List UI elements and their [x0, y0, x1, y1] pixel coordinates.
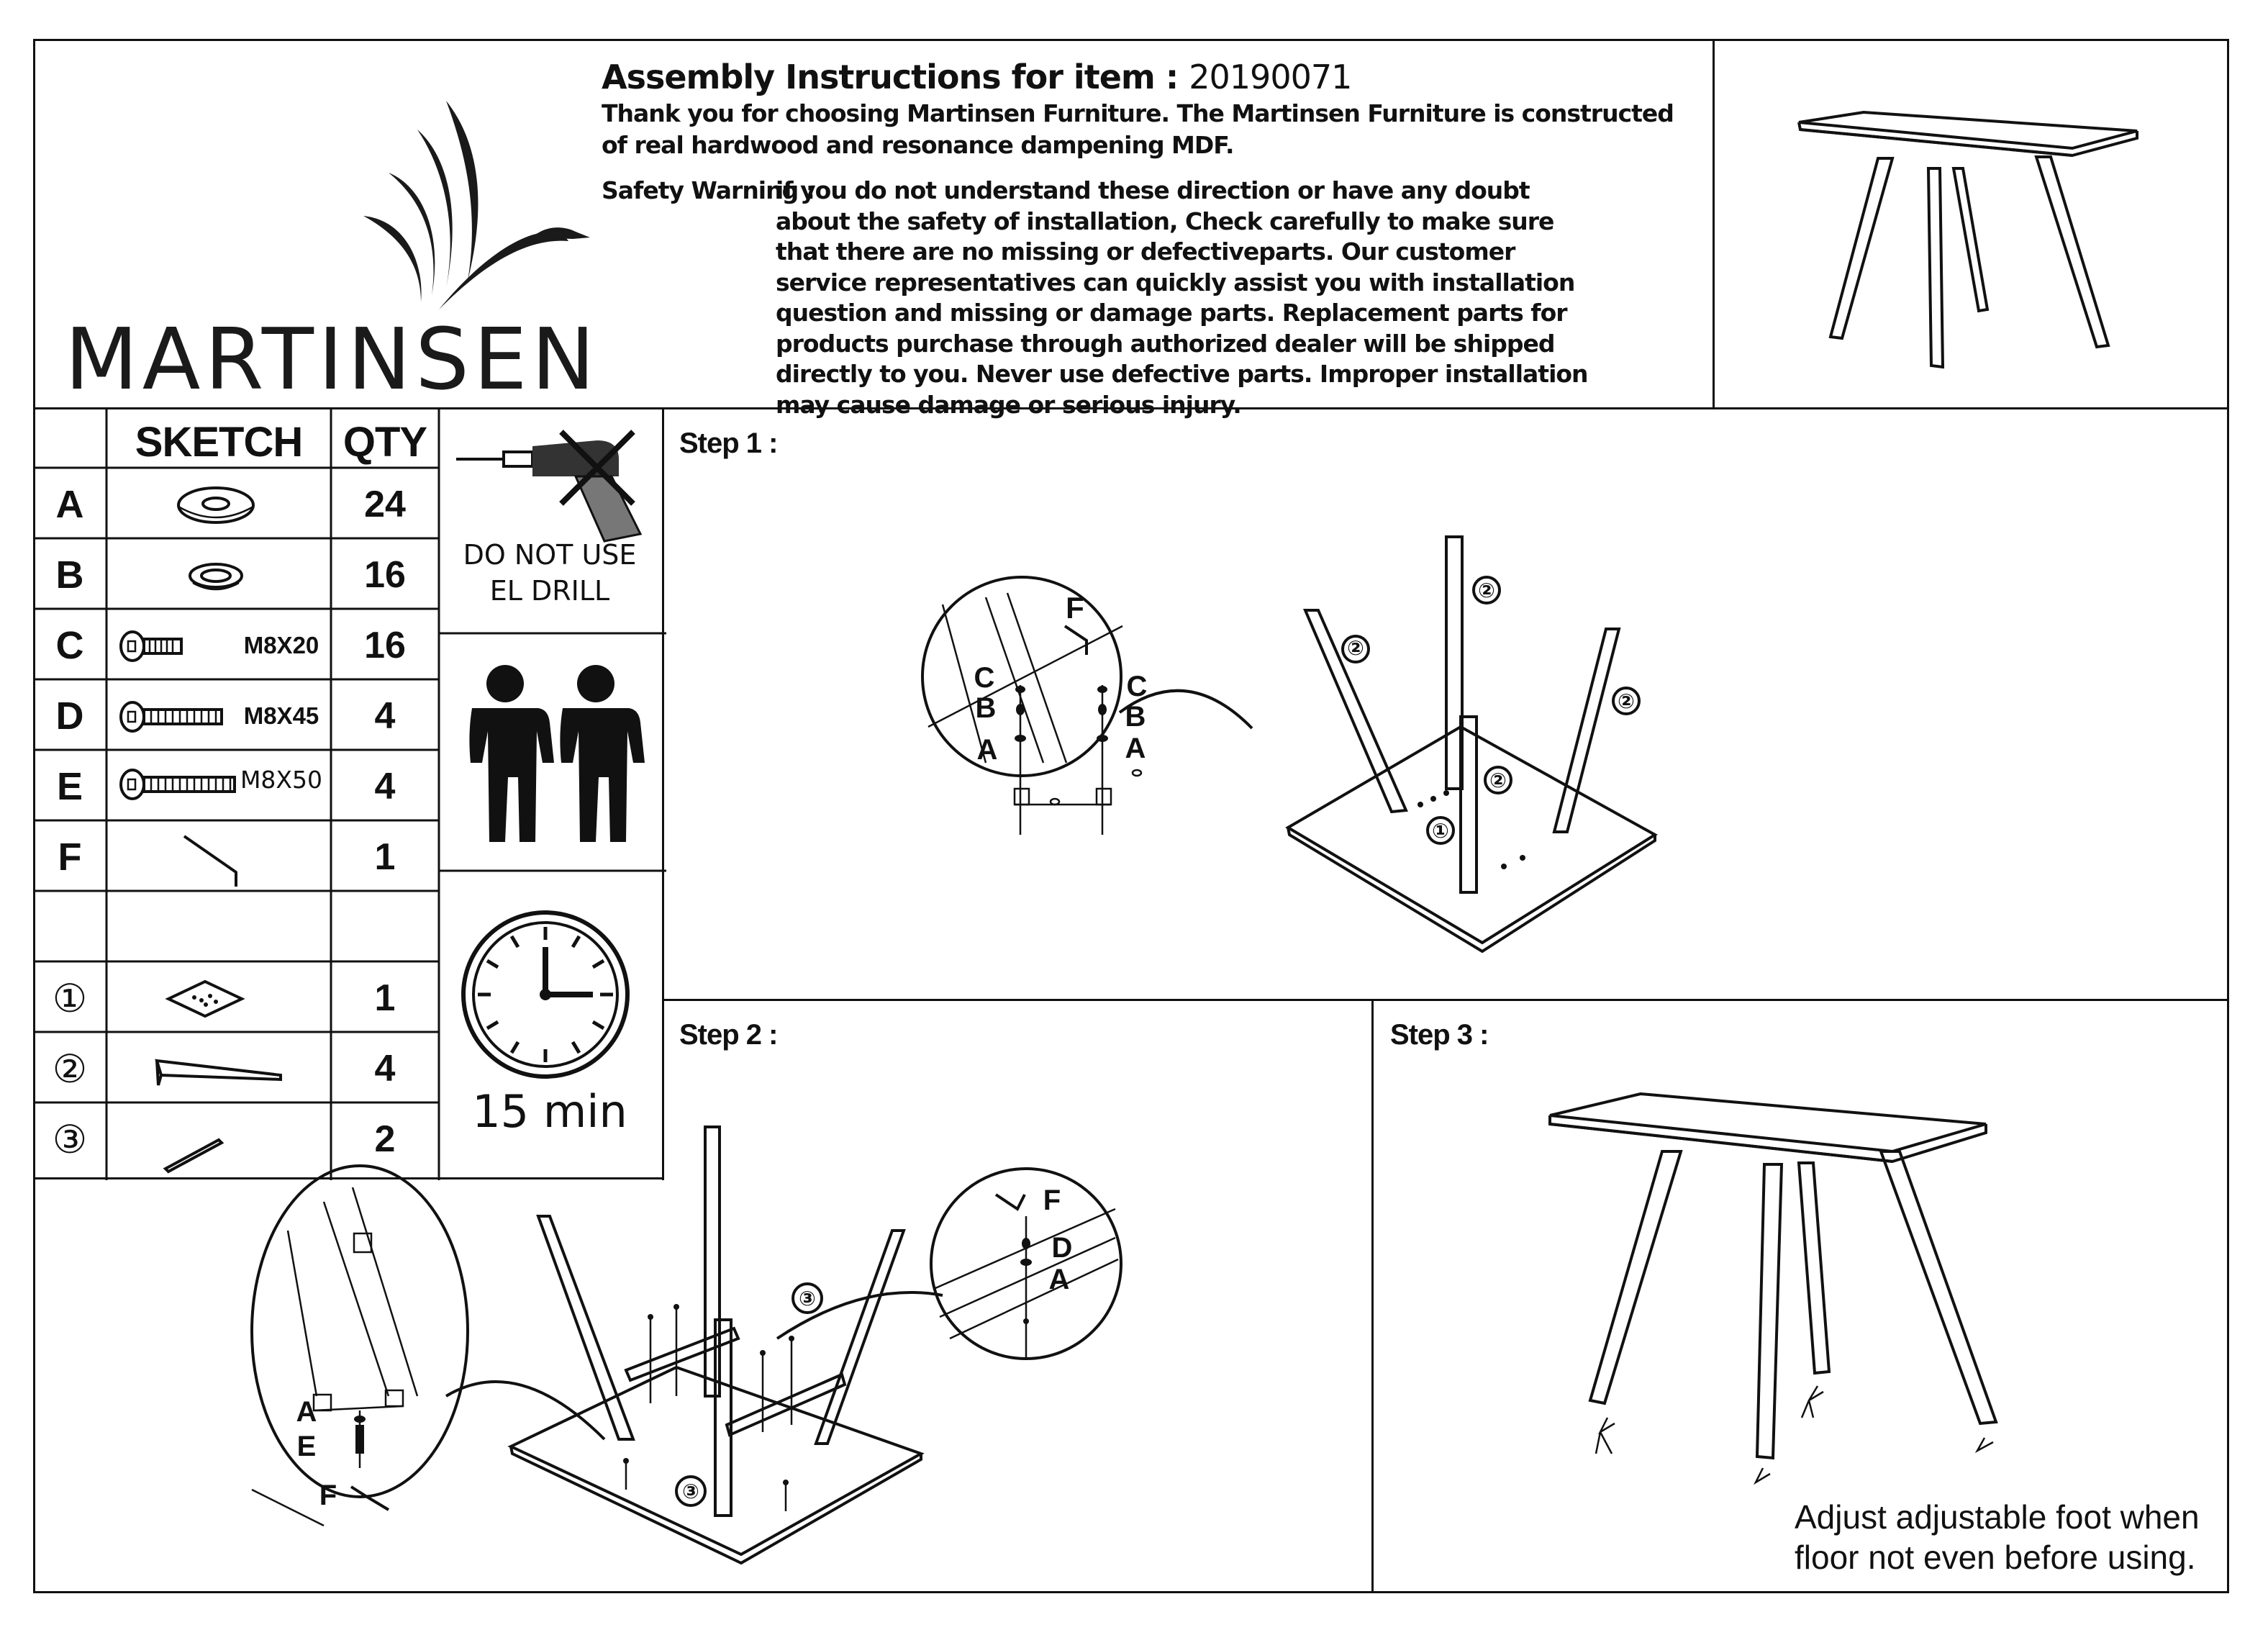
safety-warning-label: Safety Warning :	[602, 176, 815, 204]
step1-part-2-a: ②	[1347, 635, 1364, 660]
bolt-icon-e	[118, 767, 240, 802]
brand-name: MARTINSEN	[65, 309, 599, 409]
leg-icon	[151, 1051, 288, 1094]
bolt-icon-d	[118, 699, 226, 734]
part-id-a: A	[55, 483, 84, 526]
step1-part-2-b: ②	[1478, 578, 1495, 602]
step2-part-3-b: ③	[682, 1479, 699, 1503]
part-id-c: C	[55, 624, 84, 667]
spring-washer-icon	[180, 556, 252, 599]
no-drill-line1: DO NOT USE	[463, 539, 637, 571]
step1-label-a-right: A	[1125, 732, 1146, 764]
part-id-d: D	[55, 694, 84, 738]
safety-warning-text: if you do not understand these direction or have any doubt about the safety of installation, Check carefully to make sure that there are no missing or defectiveparts. Our customer service representatives can quickly assist you with installation question and missing or damage parts. Replacement parts for products purchase through authorized dealer will be shipped directly to you. Never use defective parts. Improper installation may cause damage or serious injury.	[776, 176, 1588, 419]
two-people-icon	[458, 662, 645, 842]
part-size-d: M8X45	[243, 702, 319, 729]
step3-note-line2: floor not even before using.	[1795, 1539, 2196, 1576]
step2-label-a: A	[296, 1395, 317, 1428]
step1-label-f: F	[1066, 591, 1084, 625]
step1-illustration	[914, 533, 1677, 957]
item-number: 20190071	[1189, 58, 1352, 96]
component-id-2: ②	[52, 1046, 88, 1092]
step2-label-e: E	[296, 1430, 317, 1462]
step3-note-line1: Adjust adjustable foot when	[1795, 1498, 2200, 1536]
part-id-f: F	[58, 835, 82, 879]
step2-illustration	[245, 1123, 1310, 1569]
title-prefix: Assembly Instructions for item :	[602, 58, 1179, 96]
rail-icon	[161, 1131, 226, 1174]
component-qty-1: 1	[374, 977, 396, 1019]
assembly-time: 15 min	[472, 1085, 627, 1138]
no-drill-icon	[453, 426, 655, 541]
martinsen-logo-icon	[353, 94, 597, 317]
page-title	[602, 58, 1351, 96]
step2-title: Step 2 :	[679, 1019, 778, 1051]
step3-note	[1795, 1497, 2241, 1577]
assembled-table-illustration	[1799, 101, 2144, 389]
part-size-e: M8X50	[240, 765, 323, 794]
part-qty-f: 1	[374, 836, 396, 878]
washer-icon	[173, 482, 259, 528]
component-qty-2: 4	[374, 1048, 396, 1090]
step1-part-1: ①	[1432, 818, 1449, 843]
part-id-e: E	[56, 765, 83, 808]
step1-part-2-c: ②	[1618, 689, 1635, 713]
bolt-icon-c	[118, 629, 190, 663]
step1-label-c-right: C	[1126, 670, 1148, 702]
step2-part-3-a: ③	[799, 1286, 816, 1310]
step1-label-c-left: C	[974, 661, 995, 694]
step2-label-f-right: F	[1043, 1184, 1061, 1216]
component-qty-3: 2	[374, 1118, 396, 1160]
step2-label-a-right: A	[1048, 1263, 1070, 1295]
table-top-icon	[165, 979, 245, 1019]
header-image-divider	[1713, 39, 1715, 409]
sketch-header: SKETCH	[135, 418, 303, 466]
intro-text: Thank you for choosing Martinsen Furniture. The Martinsen Furniture is constructed of real hardwood and resonance dampening MDF.	[602, 99, 1674, 159]
component-id-1: ①	[52, 975, 88, 1021]
part-size-c: M8X20	[243, 632, 319, 658]
part-qty-e: 4	[374, 766, 396, 807]
step1-label-b-right: B	[1125, 700, 1146, 733]
step1-label-a-left: A	[976, 733, 998, 766]
step3-illustration	[1547, 1079, 1993, 1482]
step1-divider	[662, 999, 2229, 1001]
step2-step3-divider	[1371, 999, 1374, 1593]
part-qty-a: 24	[364, 484, 406, 525]
allen-key-icon	[180, 832, 252, 889]
component-id-3: ③	[52, 1116, 88, 1162]
step1-title: Step 1 :	[679, 427, 778, 459]
part-qty-d: 4	[374, 695, 396, 737]
step1-label-b-left: B	[975, 692, 997, 724]
step1-part-2-d: ②	[1489, 768, 1507, 792]
step3-title: Step 3 :	[1390, 1019, 1489, 1051]
qty-header: QTY	[343, 418, 427, 466]
step2-label-d: D	[1051, 1231, 1073, 1264]
clock-icon	[459, 908, 632, 1081]
part-qty-c: 16	[364, 625, 406, 666]
no-drill-line2: EL DRILL	[489, 575, 610, 607]
part-id-b: B	[55, 553, 84, 597]
part-qty-b: 16	[364, 554, 406, 596]
step2-label-f-left: F	[319, 1479, 337, 1511]
no-drill-label	[442, 537, 658, 609]
